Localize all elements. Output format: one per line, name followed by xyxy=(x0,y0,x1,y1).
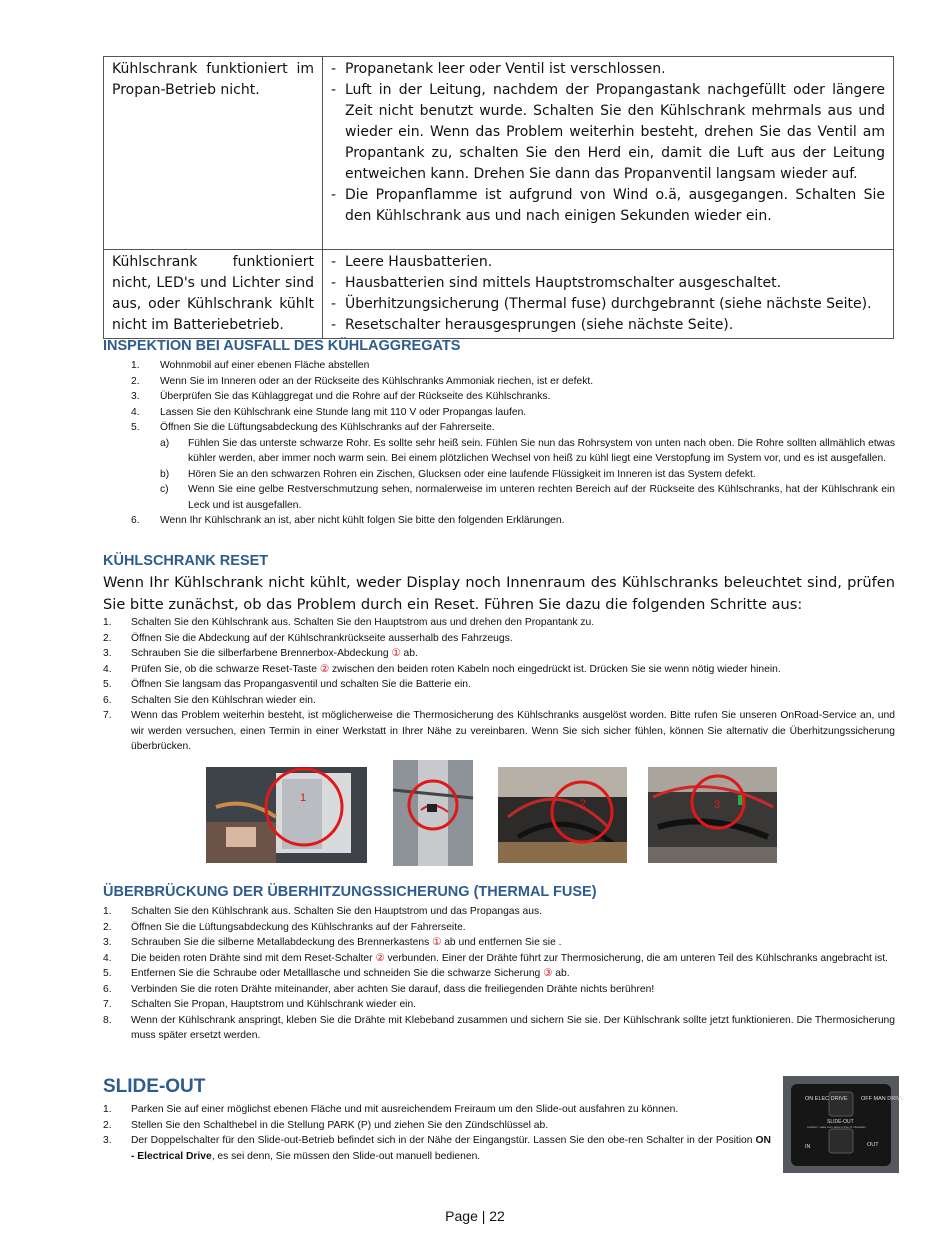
sub-list-item: c) Wenn Sie eine gelbe Restverschmutzung sehen, normalerweise im unteren rechten Bereich auf der Rückseite des Kühlschranks, hat der Kühlschrank ein Leck und ist ausgefallen. xyxy=(160,484,895,511)
inspection-heading: INSPEKTION BEI AUSFALL DES KÜHLAGGREGATS xyxy=(103,338,461,354)
list-item: 3. Schrauben Sie die silberfarbene Brennerbox-Abdeckung ① ab. xyxy=(103,648,418,659)
list-item: 2. Wenn Sie im Inneren oder an der Rückseite des Kühlschranks Ammoniak riechen, ist er defekt. xyxy=(131,375,594,387)
photo-reset-button xyxy=(393,760,473,866)
list-item: 4. Prüfen Sie, ob die schwarze Reset-Taste ② zwischen den beiden roten Kabeln noch eingedrückt ist. Drücken Sie sie wenn nötig wieder hinein. xyxy=(103,663,781,675)
page-number: Page | 22 xyxy=(445,1208,505,1224)
cause-item: - Luft in der Leitung, nachdem der Propangastank nachgefüllt oder längere Zeit nicht benutzt wurde. Schalten Sie den Kühlschrank mehrmals aus und wieder ein. Wenn das Problem weiterhin besteht, drehen Sie das Ventil am Propantank zu, schalten Sie den Herd ein, damit die Luft aus der Leitung entweichen kann. Drehen Sie dann das Propanventil langsam wieder auf. xyxy=(331,80,885,185)
photo-label: 3 xyxy=(714,799,721,811)
photo-burner-box xyxy=(206,767,367,863)
cause-item: - Resetschalter herausgesprungen (siehe nächste Seite). xyxy=(331,315,885,336)
list-item: 1. Wohnmobil auf einer ebenen Fläche abstellen xyxy=(131,360,370,371)
reset-list xyxy=(103,615,895,755)
reset-heading: KÜHLSCHRANK RESET xyxy=(103,553,269,569)
list-item: 1. Schalten Sie den Kühlschrank aus. Schalten Sie den Hauptstrom aus und drehen den Propantank zu. xyxy=(103,617,595,628)
slideout-heading: SLIDE-OUT xyxy=(103,1076,206,1097)
list-item: 5. Öffnen Sie die Lüftungsabdeckung des Kühlschranks auf der Fahrerseite. xyxy=(131,422,495,433)
marker-2: ② xyxy=(319,663,330,675)
inspection-list xyxy=(103,358,895,529)
sub-list-item: a) Fühlen Sie das unterste schwarze Rohr. Es sollte sehr heiß sein. Fühlen Sie nun das Rohrsystem von unten nach oben. Die Rohre sollten allmählich etwas kühler werden, aber immer noch warm sein. Bei einem plötzlichen Wechsel von heiß zu kühl liegt eine Verstopfung im System vor, und es ist ausgefallen. xyxy=(160,437,895,464)
in-label: IN xyxy=(805,1144,811,1150)
list-item: 4. Die beiden roten Drähte sind mit dem Reset-Schalter ② verbunden. Einer der Drähte führt zur Thermosicherung, die am unteren Teil des Kühlschranks angebracht ist. xyxy=(103,952,888,964)
table-row xyxy=(104,250,894,339)
photo-wires xyxy=(498,767,627,863)
list-item: 4. Lassen Sie den Kühlschrank eine Stunde lang mit 110 V oder Propangas laufen. xyxy=(131,406,527,418)
list-item: 6. Schalten Sie den Kühlschran wieder ein. xyxy=(103,694,316,706)
list-item: 5. Entfernen Sie die Schraube oder Metalllasche und schneiden Sie die schwarze Sicherung ③ ab. xyxy=(103,968,570,979)
marker-1: ① xyxy=(432,937,442,948)
slideout-list xyxy=(103,1102,771,1164)
photo-label: 2 xyxy=(580,798,587,810)
photo-label: 1 xyxy=(300,792,307,804)
on-label: ON ELEC DRIVE xyxy=(805,1096,848,1102)
table-row xyxy=(104,57,894,250)
cause-item: - Die Propanflamme ist aufgrund von Wind o.ä, ausgegangen. Schalten Sie den Kühlschrank aus und nach einigen Sekunden wieder ein. xyxy=(331,185,885,227)
list-item: 3. Schrauben Sie die silberne Metallabdeckung des Brennerkastens ① ab und entfernen Sie sie . xyxy=(103,937,562,948)
sub-list-item: b) Hören Sie an den schwarzen Rohren ein Zischen, Glucksen oder eine laufende Flüssigkeit im Inneren ist das System defekt. xyxy=(160,468,756,480)
off-label: OFF MAN DRIVE xyxy=(861,1096,905,1102)
reset-intro: Wenn Ihr Kühlschrank nicht kühlt, weder Display noch Innenraum des Kühlschranks beleuchtet sind, prüfen Sie bitte zunächst, ob das Problem durch ein Reset. Führen Sie dazu die folgenden Schritte aus: xyxy=(103,574,895,613)
photo-slideout-switch xyxy=(783,1076,905,1173)
bypass-heading: ÜBERBRÜCKUNG DER ÜBERHITZUNGSSICHERUNG (THERMAL FUSE) xyxy=(103,884,597,900)
list-item: 6. Wenn Ihr Kühlschrank an ist, aber nicht kühlt folgen Sie bitte den folgenden Erklärungen. xyxy=(131,515,565,526)
list-item: 3. Der Doppelschalter für den Slide-out-Betrieb befindet sich in der Nähe der Eingangstür. Lassen Sie den obe-ren Schalter in der Position ON - Electrical Drive, es sei denn, Sie müssen den Slide-out manuell bedienen. xyxy=(103,1135,771,1162)
cause-item: - Überhitzungsicherung (Thermal fuse) durchgebrannt (siehe nächste Seite). xyxy=(331,294,885,315)
list-item: 7. Wenn das Problem weiterhin besteht, ist möglicherweise die Thermosicherung des Kühlschranks ausgelöst worden. Bitte rufen Sie unseren OnRoad-Service an, und wir werden versuchen, einen Termin in einer Werkstatt in Ihrer Nähe zu vereinbaren. Wenn Sie sich sicher fühlen, können Sie alternativ die Überhitzungssicherung überbrücken. xyxy=(103,710,895,752)
cause-item: - Propanetank leer oder Ventil ist verschlossen. xyxy=(331,59,885,80)
bypass-list xyxy=(103,904,895,1044)
list-item: 8. Wenn der Kühlschrank anspringt, kleben Sie die Drähte mit Klebeband zusammen und sichern Sie sie. Der Kühlschrank sollte jetzt funktionieren. Die Thermosicherung muss später ersetzt werden. xyxy=(103,1014,895,1041)
list-item: 2. Öffnen Sie die Abdeckung auf der Kühlschrankrückseite ausserhalb des Fahrzeugs. xyxy=(103,632,513,644)
list-item: 3. Überprüfen Sie das Kühlaggregat und die Rohre auf der Rückseite des Kühlschranks. xyxy=(131,391,551,402)
cause-item: - Hausbatterien sind mittels Hauptstromschalter ausgeschaltet. xyxy=(331,273,885,294)
list-item: 7. Schalten Sie Propan, Hauptstrom und Kühlschrank wieder ein. xyxy=(103,999,417,1010)
troubleshooting-table xyxy=(103,56,894,339)
list-item: 1. Parken Sie auf einer möglichst ebenen Fläche und mit ausreichendem Freiraum um den Slide-out ausfahren zu können. xyxy=(103,1104,679,1115)
marker-2: ② xyxy=(375,952,385,964)
list-item: 2. Öffnen Sie die Lüftungsabdeckung des Kühlschranks auf der Fahrerseite. xyxy=(103,921,466,933)
photo-thermal-fuse xyxy=(648,767,777,863)
cause-item: - Leere Hausbatterien. xyxy=(331,252,885,273)
marker-1: ① xyxy=(391,648,401,659)
causes-cell xyxy=(323,250,894,339)
list-item: 6. Verbinden Sie die roten Drähte miteinander, aber achten Sie darauf, dass die freiliegenden Drähte nichts berühren! xyxy=(103,983,655,995)
caution-label: Caution: make sure area is free of obstacles xyxy=(807,1125,866,1129)
slideout-label: SLIDE-OUT xyxy=(827,1119,854,1125)
causes-cell xyxy=(323,57,894,250)
out-label: OUT xyxy=(867,1142,879,1148)
problem-cell: Kühlschrank funktioniert nicht, LED's und Lichter sind aus, oder Kühlschrank kühlt nicht im Batteriebetrieb. xyxy=(104,250,323,339)
list-item: 2. Stellen Sie den Schalthebel in die Stellung PARK (P) und ziehen Sie den Zündschlüssel ab. xyxy=(103,1119,549,1131)
list-item: 1. Schalten Sie den Kühlschrank aus. Schalten Sie den Hauptstrom und das Propangas aus. xyxy=(103,906,542,917)
list-item: 5. Öffnen Sie langsam das Propangasventil und schalten Sie die Batterie ein. xyxy=(103,679,471,690)
problem-cell: Kühlschrank funktioniert im Propan-Betrieb nicht. xyxy=(104,57,323,250)
marker-3: ③ xyxy=(543,968,553,979)
